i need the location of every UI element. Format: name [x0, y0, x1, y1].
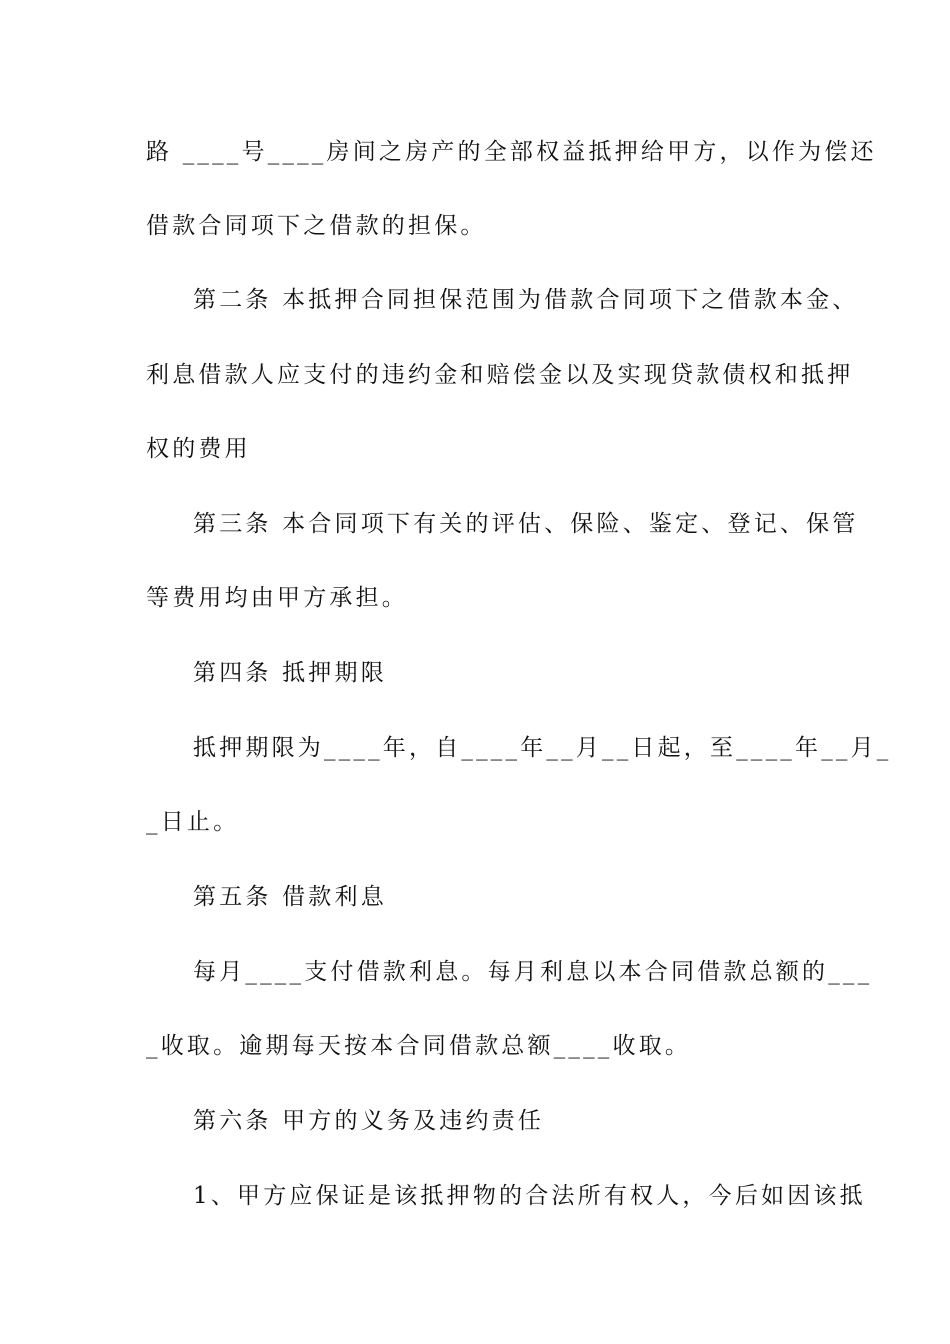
paragraph-line: 利息借款人应支付的违约金和赔偿金以及实现贷款债权和抵押: [146, 362, 854, 388]
paragraph-line: _日止。: [146, 809, 240, 835]
paragraph-line: 等费用均由甲方承担。: [146, 585, 408, 611]
article-2-heading-line: 第二条 本抵押合同担保范围为借款合同项下之借款本金、: [193, 287, 859, 313]
mortgage-term-line: 抵押期限为____年，自____年__月__日起，至____年__月_: [193, 735, 892, 761]
article-3-heading-line: 第三条 本合同项下有关的评估、保险、鉴定、登记、保管: [193, 511, 859, 537]
interest-line: 每月____支付借款利息。每月利息以本合同借款总额的___: [193, 959, 873, 985]
article-4-heading: 第四条 抵押期限: [193, 660, 387, 686]
obligation-item-1: 1、甲方应保证是该抵押物的合法所有权人，今后如因该抵: [193, 1183, 866, 1209]
article-5-heading: 第五条 借款利息: [193, 884, 387, 910]
article-6-heading: 第六条 甲方的义务及违约责任: [193, 1108, 545, 1134]
paragraph-line: 借款合同项下之借款的担保。: [146, 213, 487, 239]
paragraph-line: 权的费用: [146, 436, 251, 462]
paragraph-line: 路 ____号____房间之房产的全部权益抵押给甲方，以作为偿还: [146, 139, 877, 165]
paragraph-line: _收取。逾期每天按本合同借款总额____收取。: [146, 1033, 692, 1059]
